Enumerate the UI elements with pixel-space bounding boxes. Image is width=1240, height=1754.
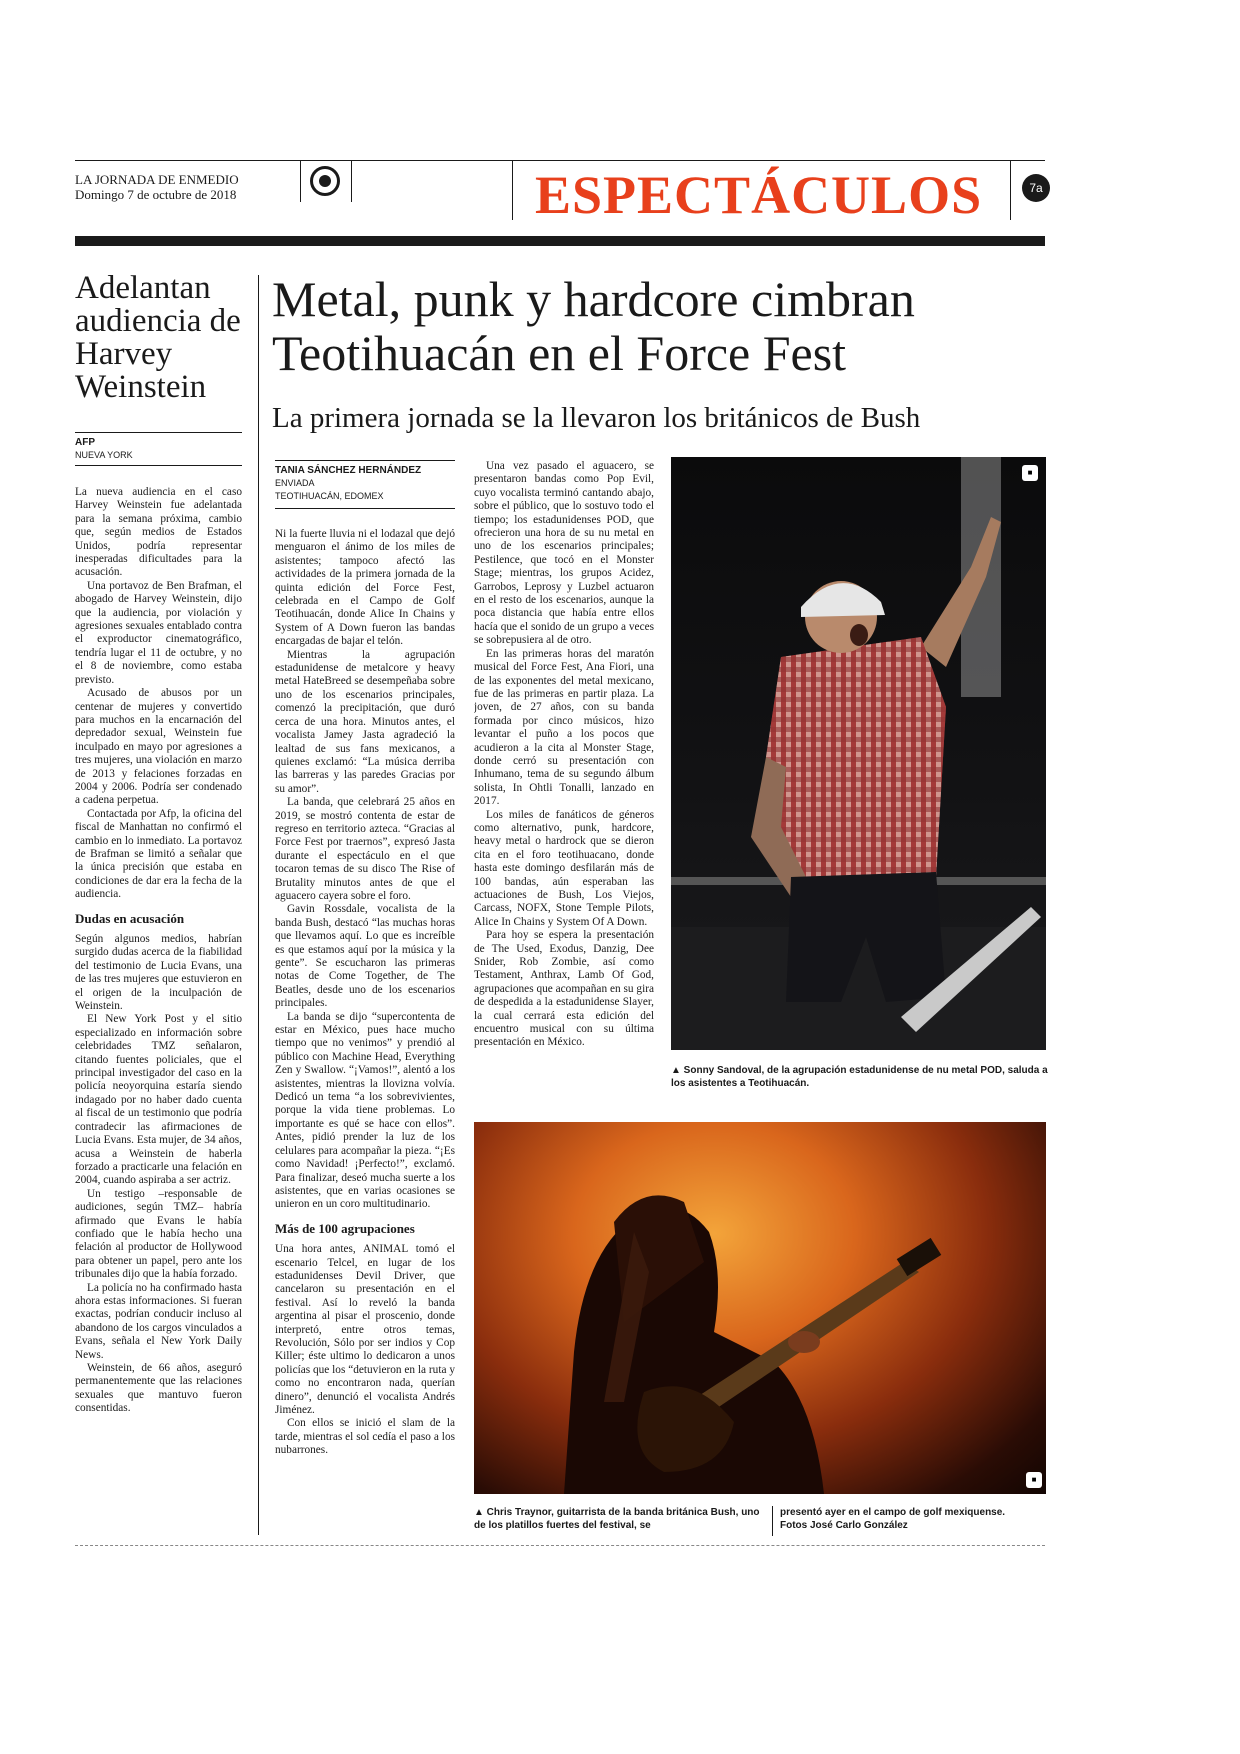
paragraph: Según algunos medios, habrían surgido dudas acerca de la fiabilidad del testimonio de Lucia Evans, una de las tres mujeres que estuvieron en el origen de la inculpación de Weinstein. (75, 933, 242, 1013)
main-story-col2 (474, 460, 654, 1100)
dateline: NUEVA YORK (75, 450, 133, 460)
caption-photo2-continued (780, 1506, 1050, 1532)
section-title: ESPECTÁCULOS (535, 165, 983, 225)
paragraph: Weinstein, de 66 años, aseguró permanentemente que las relaciones sexuales que mantuvo fueron consentidas. (75, 1362, 242, 1415)
main-deck: La primera jornada se la llevaron los británicos de Bush (272, 402, 921, 434)
guitarist-illustration (474, 1122, 1046, 1494)
byline-rule (275, 508, 455, 509)
column-divider (258, 275, 259, 1535)
subhead: Dudas en acusación (75, 910, 185, 926)
subhead: Más de 100 agrupaciones (275, 1220, 415, 1236)
paragraph: La nueva audiencia en el caso Harvey Weinstein fue adelantada para la semana próxima, cambio que, según medios de Estados Unidos, podría representar inesperadas dificultades para la acusación. (75, 486, 242, 579)
paragraph: Contactada por Afp, la oficina del fiscal de Manhattan no confirmó el cambio en lo inmediato. La portavoz de Brafman se limitó a señalar que la única precisión que estaba en condiciones de dar era la fecha de la audiencia. (75, 807, 242, 901)
singer-illustration (671, 457, 1046, 1050)
paragraph: El New York Post y el sitio especializado en información sobre celebridades TMZ señalaron, citando fuentes policiales, que el principal investigador del caso en la policía neoyorquina estaría siendo indagado por no haber dado cuenta al fiscal de un testimonio que podría contradecir las afirmaciones de Lucia Evans. Esta mujer, de 34 años, acusa a Weinstein de haberla forzado a practicarle una felación en 2004, cuando aspiraba a ser actriz. (75, 1013, 242, 1187)
author: TANIA SÁNCHEZ HERNÁNDEZ (275, 465, 422, 476)
paragraph: Gavin Rossdale, vocalista de la banda Bush, destacó “las muchas horas que llevamos aquí. Lo que es increíble es que estamos aquí por la música y la gente”. Se escucharon las primeras notas de Come Together, de The Beatles, desde uno de los escenarios principales. (275, 903, 455, 1010)
caption-divider (772, 1506, 773, 1536)
byline-rule (275, 460, 455, 461)
main-headline: Metal, punk y hardcore cimbran Teotihuacán en el Force Fest (272, 271, 915, 381)
side-byline (75, 436, 242, 462)
paragraph: Acusado de abusos por un centenar de mujeres y convertido para muchos en la encarnación del depredador sexual, Weinstein fue inculpado en mayo por agresiones a tres mujeres, una violación en marzo de 2013 y felaciones forzadas en 2004 y 2006. Podría ser condenado a cadena perpetua. (75, 687, 242, 807)
caption-photo2: ▲ Chris Traynor, guitarrista de la banda británica Bush, uno de los platillos fuertes del festival, se (474, 1507, 760, 1531)
byline-rule (75, 465, 242, 466)
main-byline (275, 464, 455, 503)
author-role: ENVIADA (275, 478, 315, 488)
masthead-info (75, 172, 239, 202)
paragraph: Ni la fuerte lluvia ni el lodazal que dejó menguaron el ánimo de los miles de asistentes; tampoco afectó las actividades de la primera jornada de la quinta edición del Force Fest, celebrada en el Campo de Golf Teotihuacán, donde Alice In Chains y System of A Down fueron las bandas encargadas de bajar el telón. (275, 528, 455, 648)
newspaper-logo-icon (310, 166, 340, 196)
side-headline: Adelantan audiencia de Harvey Weinstein (75, 270, 241, 405)
paragraph: Con ellos se inició el slam de la tarde, mientras el sol cedía el paso a los nubarrones. (275, 1417, 455, 1457)
caption-photo1: ▲ Sonny Sandoval, de la agrupación estadunidense de nu metal POD, saluda a los asistentes a Teotihuacán. (671, 1065, 1048, 1089)
photo-credit: Fotos José Carlo González (780, 1520, 908, 1531)
dateline: TEOTIHUACÁN, EDOMEX (275, 491, 384, 501)
main-story-col1 (275, 528, 455, 1538)
caption-text: presentó ayer en el campo de golf mexiquense. (780, 1507, 1006, 1518)
agency: AFP (75, 437, 95, 448)
top-rule (75, 160, 1045, 161)
paragraph: Una portavoz de Ben Brafman, el abogado de Harvey Weinstein, dijo que la audiencia, por violación y agresiones sexuales entablado contra el exproductor cinematográfico, tendría lugar el 11 de octubre, y no el 8 de noviembre, como estaba previsto. (75, 579, 242, 686)
paragraph: La banda, que celebrará 25 años en 2019, se mostró contenta de estar de regreso en territorio azteca. “Gracias al Force Fest por traernos”, expresó Jasta durante el espectáculo en el que tocaron temas de su disco The Rise of Brutality minutos antes de que el aguacero cayera sobre el foro. (275, 796, 455, 902)
photo-guitarist (474, 1122, 1046, 1494)
paragraph: Los miles de fanáticos de géneros como alternativo, punk, hardcore, heavy metal o hardrock que se dieron cita en el foro teotihuacano, donde hasta este domingo desfilarán más de 100 bandas, aún esperaban las actuaciones de Bush, Los Viejos, Carcass, NOFX, Stone Temple Pilots, Alice In Chains y System Of A Down. (474, 808, 654, 928)
masthead-divider (512, 160, 513, 220)
side-story-body (75, 486, 242, 1536)
paragraph: Mientras la agrupación estadunidense de metalcore y heavy metal HateBreed se desempeñaba sobre uno de los escenarios principales, comenzó la precipitación, que duró cerca de una hora. Minutos antes, el vocalista Jamey Jasta agradeció la lealtad de sus fans mexicanos, a quienes exclamó: “La música derriba las barreras y las paredes Gracias por su amor”. (275, 648, 455, 795)
masthead-divider (300, 160, 301, 202)
paragraph: En las primeras horas del maratón musical del Force Fest, Ana Fiori, una de las exponentes del metal mexicano, fue de las primeras en partir plaza. La joven, de 27 años, con su banda formada por cinco músicos, hizo levantar el puño a los pocos que acudieron a la cita al Monster Stage, donde cerró su presentación con Inhumano, tema de su segundo álbum solista, In Ohtli Tonalli, lanzado en 2017. (474, 647, 654, 808)
bottom-rule (75, 1545, 1045, 1546)
paragraph: La policía no ha confirmado hasta ahora estas informaciones. Si fueran exactas, podrían conducir incluso al abandono de los cargos vinculados a Evans, señala el New York Daily News. (75, 1281, 242, 1361)
photo-agency-icon: ■ (1026, 1472, 1042, 1488)
masthead-divider (1010, 160, 1011, 220)
paragraph: La banda se dijo “supercontenta de estar en México, pues hace mucho tiempo que no venimos” y prendió al público con Machine Head, Everything Zen y Swallow. “¡Vamos!”, alentó a los asistentes, mientras la llovizna volvía. Dedicó un tema “a los sobrevivientes, porque la vida tiene problemas. Lo importante es qué se hace con ellos”. Antes, pidió prender la luz de los celulares para acompañar la pieza. “¡Es como Navidad! ¡Perfecto!”, exclamó. Para finalizar, deseó mucha suerte a los asistentes, que en varias ocasiones se unieron en un coro multitudinario. (275, 1010, 455, 1211)
masthead-divider (351, 160, 352, 202)
paragraph: Para hoy se espera la presentación de The Used, Exodus, Danzig, Dee Snider, Rob Zombie, así como Testament, Anthrax, Lamb Of God, agrupaciones que acompañan en su gira de despedida a la estadunidense Slayer, la cual cerrará esta edición del encuentro musical con su última presentación en México. (474, 929, 654, 1049)
paragraph: Una hora antes, ANIMAL tomó el escenario Telcel, en lugar de los estadunidenses Devil Driver, que cancelaron su presentación en el festival. Así lo reveló la banda argentina al pisar el proscenio, donde interpretó, entre otros temas, Revolución, Sólo por ser indios y Cop Killer; éste ultimo lo dedicaron a unos policías que los “detuvieron en la ruta y como no encontraron nada, querían dinero”, denunció el vocalista Andrés Jiménez. (275, 1243, 455, 1416)
paragraph: Un testigo –responsable de audiciones, según TMZ– habría afirmado que Evans le había confiado que le había hecho una felación al productor de Hollywood para obtener un papel, pero ante los tribunales dijo que la había forzado. (75, 1187, 242, 1281)
byline-rule (75, 432, 242, 433)
issue-date: Domingo 7 de octubre de 2018 (75, 187, 237, 202)
page-number-badge: 7a (1022, 174, 1050, 202)
header-bar (75, 236, 1045, 246)
paper-name: LA JORNADA DE ENMEDIO (75, 172, 239, 187)
photo-agency-icon: ■ (1022, 465, 1038, 481)
photo-singer (671, 457, 1046, 1050)
paragraph: Una vez pasado el aguacero, se presentaron bandas como Pop Evil, cuyo vocalista terminó cantando abajo, sobre el público, que lo sostuvo todo el tiempo; los estadunidenses POD, que ofrecieron una hora de su nu metal en uno de los escenarios principales; Pestilence, que tocó en el Monster Stage; mientras, los grupos Acidez, Garrobos, Leprosy y Luzbel actuaron en el resto de los escenarios, aunque la poca distancia que había entre ellos hacía que el sonido de un grupo a veces se sobrepusiera al de otro. (474, 460, 654, 647)
